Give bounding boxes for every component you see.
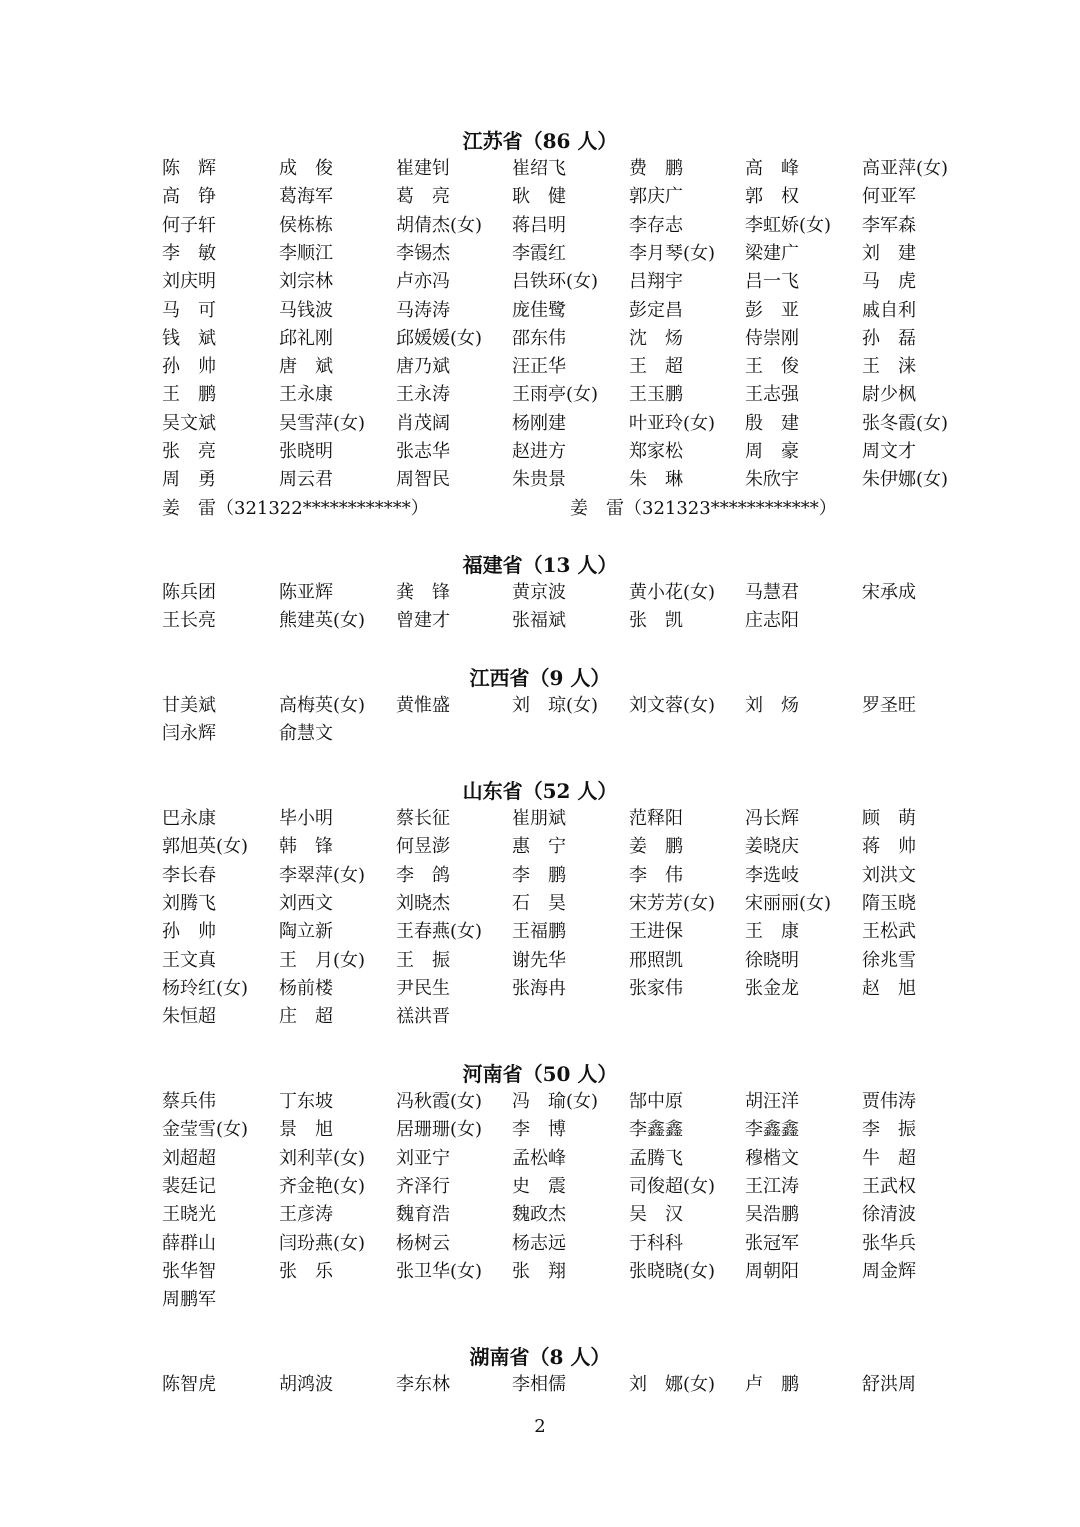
- person-name: 李 伟: [629, 864, 683, 886]
- person-name: 王玉鹏: [629, 384, 683, 406]
- person-name: 李军森: [862, 214, 916, 236]
- person-name: 冯长辉: [745, 808, 799, 829]
- person-name: 朱贵景: [512, 469, 566, 491]
- person-name: 宋承成: [862, 582, 916, 603]
- person-name: 陈兵团: [162, 582, 216, 603]
- person-name: 张晓晓(女): [629, 1260, 716, 1282]
- person-name: 朱 琳: [629, 469, 683, 491]
- person-name: 马 可: [162, 299, 216, 321]
- name-row-extra: [162, 495, 982, 523]
- person-name: 惠 宁: [512, 836, 566, 858]
- person-name: 李顺江: [279, 242, 333, 264]
- person-name: 侍崇刚: [745, 327, 799, 349]
- person-name: 王江涛: [745, 1175, 799, 1197]
- person-name: 李选岐: [745, 864, 799, 886]
- person-name: 葛海军: [279, 186, 333, 208]
- person-name: 李 博: [512, 1119, 566, 1141]
- person-name: 郜中原: [629, 1091, 683, 1112]
- person-name: 曾建才: [396, 610, 450, 632]
- person-name: 胡倩杰(女): [396, 214, 483, 236]
- person-name: 郭旭英(女): [162, 836, 249, 858]
- person-name: 徐兆雪: [862, 949, 916, 971]
- person-name: 张 乐: [279, 1260, 333, 1282]
- person-name: 刘利苹(女): [279, 1147, 366, 1169]
- person-name: 马钱波: [279, 299, 333, 321]
- person-name: 谢先华: [512, 949, 566, 971]
- person-name: 尉少枫: [862, 384, 916, 406]
- person-name: 刘超超: [162, 1147, 216, 1169]
- person-name: 杨玲红(女): [162, 977, 249, 999]
- person-name: 陶立新: [279, 921, 333, 943]
- page-number: 2: [534, 1416, 546, 1437]
- person-name: 卢 鹏: [745, 1374, 799, 1395]
- person-name: 裴廷记: [162, 1175, 216, 1197]
- person-name: 周鹏军: [162, 1289, 216, 1311]
- name-row: [162, 381, 982, 409]
- person-name: 戚自利: [862, 299, 916, 321]
- person-name: 刘宗林: [279, 271, 333, 293]
- name-row: [162, 720, 982, 748]
- person-name: 居珊珊(女): [396, 1119, 483, 1141]
- person-name: 刘庆明: [162, 271, 216, 293]
- person-name: 高梅英(女): [279, 695, 366, 716]
- person-name: 巴永康: [162, 808, 216, 829]
- person-name: 魏育浩: [396, 1204, 450, 1226]
- person-name: 王 俊: [745, 356, 799, 378]
- person-name: 魏政杰: [512, 1204, 566, 1226]
- person-name: 张 亮: [162, 441, 216, 462]
- name-row: [162, 1003, 982, 1031]
- province-title: 江西省（9 人）: [469, 666, 611, 690]
- person-name: 李 敏: [162, 242, 216, 264]
- person-name: 司俊超(女): [629, 1175, 716, 1197]
- person-name: 穆楷文: [745, 1147, 799, 1169]
- person-name: 姜 鹏: [629, 836, 683, 858]
- name-row: [162, 918, 982, 946]
- person-name: 甘美斌: [162, 695, 216, 716]
- person-name: 郑家松: [629, 441, 683, 462]
- person-name: 孟腾飞: [629, 1147, 683, 1169]
- person-name: 周云君: [279, 469, 333, 491]
- person-name: 王晓光: [162, 1204, 216, 1226]
- person-name: 舒洪周: [862, 1374, 916, 1395]
- person-name: 王 月(女): [279, 949, 366, 971]
- person-name: 俞慧文: [279, 723, 333, 745]
- person-name: 李鑫鑫: [629, 1119, 683, 1141]
- person-name: 崔建钊: [396, 158, 450, 179]
- person-name: 赵 旭: [862, 977, 916, 999]
- person-name: 王志强: [745, 384, 799, 406]
- person-name: 王武权: [862, 1175, 916, 1197]
- person-name: 马慧君: [745, 582, 799, 603]
- person-name: 肖茂阔: [396, 412, 450, 434]
- person-name: 李月琴(女): [629, 242, 716, 264]
- name-row: [162, 1145, 982, 1173]
- person-name: 张金龙: [745, 977, 799, 999]
- person-name: 景 旭: [279, 1119, 333, 1141]
- person-name: 李虹娇(女): [745, 214, 832, 236]
- name-row: [162, 268, 982, 296]
- person-name: 刘晓杰: [396, 892, 450, 914]
- person-name: 刘亚宁: [396, 1147, 450, 1169]
- person-name: 隋玉晓: [862, 892, 916, 914]
- person-name: 王 超: [629, 356, 683, 378]
- person-name: 贾伟涛: [862, 1091, 916, 1112]
- person-name: 卢亦冯: [396, 271, 450, 293]
- person-name: 毕小明: [279, 808, 333, 829]
- name-row: [162, 240, 982, 268]
- person-name: 庄志阳: [745, 610, 799, 632]
- person-name: 蒋 帅: [862, 836, 916, 858]
- person-name: 杨刚建: [512, 412, 566, 434]
- person-name: 龚 锋: [396, 582, 450, 603]
- name-row: [162, 1371, 982, 1399]
- person-name: 李东林: [396, 1374, 450, 1395]
- province-title: 福建省（13 人）: [462, 553, 618, 577]
- person-name: 崔朋斌: [512, 808, 566, 829]
- name-row: [162, 692, 982, 720]
- person-name: 罗圣旺: [862, 695, 916, 716]
- name-row: [162, 438, 982, 466]
- person-name: 朱欣宇: [745, 469, 799, 491]
- person-name: 王长亮: [162, 610, 216, 632]
- person-name: 刘 建: [862, 242, 916, 264]
- person-name: 刘洪文: [862, 864, 916, 886]
- person-name: 郭 权: [745, 186, 799, 208]
- person-name: 于科科: [629, 1232, 683, 1254]
- person-name: 张 凯: [629, 610, 683, 632]
- name-row: [162, 805, 982, 833]
- person-name: 何昱澎: [396, 836, 450, 858]
- person-name: 张华智: [162, 1260, 216, 1282]
- person-name: 徐清波: [862, 1204, 916, 1226]
- person-name: 王 振: [396, 949, 450, 971]
- person-name: 朱伊娜(女): [862, 469, 949, 491]
- person-name: 刘 娜(女): [629, 1374, 716, 1395]
- person-name: 吴雪萍(女): [279, 412, 366, 434]
- person-name: 蔡兵伟: [162, 1091, 216, 1112]
- person-name: 禚洪晋: [396, 1006, 450, 1028]
- person-name: 庄 超: [279, 1006, 333, 1028]
- person-name-with-id: 姜 雷（321322************）: [162, 497, 429, 519]
- person-name: 张晓明: [279, 441, 333, 462]
- person-name: 高亚萍(女): [862, 158, 949, 179]
- person-name: 赵进方: [512, 441, 566, 462]
- person-name: 黄惟盛: [396, 695, 450, 716]
- name-row: [162, 862, 982, 890]
- province-title: 湖南省（8 人）: [469, 1345, 611, 1369]
- person-name: 王 康: [745, 921, 799, 943]
- name-row: [162, 890, 982, 918]
- person-name: 陈 辉: [162, 158, 216, 179]
- person-name: 黄京波: [512, 582, 566, 603]
- person-name: 钱 斌: [162, 327, 216, 349]
- person-name: 彭 亚: [745, 299, 799, 321]
- person-name: 李存志: [629, 214, 683, 236]
- person-name: 周文才: [862, 441, 916, 462]
- person-name: 陈智虎: [162, 1374, 216, 1395]
- person-name: 孙 帅: [162, 921, 216, 943]
- person-name: 刘文蓉(女): [629, 695, 716, 716]
- name-row: [162, 975, 982, 1003]
- person-name: 孙 帅: [162, 356, 216, 378]
- person-name: 顾 萌: [862, 808, 916, 829]
- person-name: 吕铁环(女): [512, 271, 599, 293]
- name-row: [162, 325, 982, 353]
- person-name: 冯秋霞(女): [396, 1091, 483, 1112]
- person-name: 李 鸽: [396, 864, 450, 886]
- person-name: 薛群山: [162, 1232, 216, 1254]
- person-name: 张福斌: [512, 610, 566, 632]
- person-name: 牛 超: [862, 1147, 916, 1169]
- name-row: [162, 410, 982, 438]
- person-name: 姜晓庆: [745, 836, 799, 858]
- person-name-with-id: 姜 雷（321323************）: [570, 497, 837, 519]
- person-name: 周 豪: [745, 441, 799, 462]
- name-row: [162, 297, 982, 325]
- person-name: 彭定昌: [629, 299, 683, 321]
- person-name: 崔绍飞: [512, 158, 566, 179]
- name-row: [162, 155, 982, 183]
- person-name: 邵东伟: [512, 327, 566, 349]
- person-name: 王彦涛: [279, 1204, 333, 1226]
- person-name: 尹民生: [396, 977, 450, 999]
- name-row: [162, 353, 982, 381]
- person-name: 王春燕(女): [396, 921, 483, 943]
- person-name: 刘西文: [279, 892, 333, 914]
- person-name: 王永涛: [396, 384, 450, 406]
- person-name: 蔡长征: [396, 808, 450, 829]
- person-name: 王福鹏: [512, 921, 566, 943]
- person-name: 齐泽行: [396, 1175, 450, 1197]
- province-title: 江苏省（86 人）: [462, 129, 618, 153]
- person-name: 杨前楼: [279, 977, 333, 999]
- person-name: 邱媛媛(女): [396, 327, 483, 349]
- person-name: 梁建广: [745, 242, 799, 264]
- person-name: 徐晓明: [745, 949, 799, 971]
- person-name: 吕一飞: [745, 271, 799, 293]
- person-name: 胡汪洋: [745, 1091, 799, 1112]
- name-row: [162, 1173, 982, 1201]
- person-name: 李 振: [862, 1119, 916, 1141]
- person-name: 何亚军: [862, 186, 916, 208]
- name-row: [162, 607, 982, 635]
- person-name: 高 峰: [745, 158, 799, 179]
- person-name: 马 虎: [862, 271, 916, 293]
- person-name: 张冬霞(女): [862, 412, 949, 434]
- person-name: 李翠萍(女): [279, 864, 366, 886]
- person-name: 王 涞: [862, 356, 916, 378]
- name-row: [162, 212, 982, 240]
- person-name: 刘 琼(女): [512, 695, 599, 716]
- person-name: 胡鸿波: [279, 1374, 333, 1395]
- person-name: 周 勇: [162, 469, 216, 491]
- name-row: [162, 1201, 982, 1229]
- person-name: 张华兵: [862, 1232, 916, 1254]
- person-name: 杨树云: [396, 1232, 450, 1254]
- person-name: 吴浩鹏: [745, 1204, 799, 1226]
- person-name: 丁东坡: [279, 1091, 333, 1112]
- person-name: 齐金艳(女): [279, 1175, 366, 1197]
- person-name: 冯 瑜(女): [512, 1091, 599, 1112]
- person-name: 王进保: [629, 921, 683, 943]
- person-name: 王文真: [162, 949, 216, 971]
- person-name: 葛 亮: [396, 186, 450, 208]
- person-name: 唐 斌: [279, 356, 333, 378]
- person-name: 李 鹏: [512, 864, 566, 886]
- name-row: [162, 1088, 982, 1116]
- person-name: 黄小花(女): [629, 582, 716, 603]
- person-name: 汪正华: [512, 356, 566, 378]
- name-row: [162, 1286, 982, 1314]
- province-title: 山东省（52 人）: [462, 779, 618, 803]
- person-name: 李长春: [162, 864, 216, 886]
- person-name: 张海冉: [512, 977, 566, 999]
- person-name: 宋芳芳(女): [629, 892, 716, 914]
- person-name: 费 鹏: [629, 158, 683, 179]
- person-name: 石 昊: [512, 892, 566, 914]
- person-name: 张 翔: [512, 1260, 566, 1282]
- person-name: 邱礼刚: [279, 327, 333, 349]
- person-name: 殷 建: [745, 412, 799, 434]
- person-name: 李鑫鑫: [745, 1119, 799, 1141]
- name-row: [162, 947, 982, 975]
- person-name: 熊建英(女): [279, 610, 366, 632]
- person-name: 张志华: [396, 441, 450, 462]
- person-name: 王雨亭(女): [512, 384, 599, 406]
- person-name: 周智民: [396, 469, 450, 491]
- person-name: 唐乃斌: [396, 356, 450, 378]
- province-title: 河南省（50 人）: [462, 1062, 618, 1086]
- name-row: [162, 1230, 982, 1258]
- person-name: 刘腾飞: [162, 892, 216, 914]
- name-row: [162, 466, 982, 494]
- name-row: [162, 1116, 982, 1144]
- person-name: 朱恒超: [162, 1006, 216, 1028]
- person-name: 蒋吕明: [512, 214, 566, 236]
- person-name: 王永康: [279, 384, 333, 406]
- person-name: 郭庆广: [629, 186, 683, 208]
- person-name: 吴 汉: [629, 1204, 683, 1226]
- name-row: [162, 833, 982, 861]
- person-name: 马涛涛: [396, 299, 450, 321]
- person-name: 成 俊: [279, 158, 333, 179]
- person-name: 耿 健: [512, 186, 566, 208]
- person-name: 闫玢燕(女): [279, 1232, 366, 1254]
- person-name: 刘 炀: [745, 695, 799, 716]
- person-name: 范释阳: [629, 808, 683, 829]
- person-name: 张家伟: [629, 977, 683, 999]
- person-name: 邢照凯: [629, 949, 683, 971]
- person-name: 杨志远: [512, 1232, 566, 1254]
- person-name: 庞佳鹭: [512, 299, 566, 321]
- person-name: 叶亚玲(女): [629, 412, 716, 434]
- person-name: 张冠军: [745, 1232, 799, 1254]
- person-name: 孟松峰: [512, 1147, 566, 1169]
- person-name: 沈 炀: [629, 327, 683, 349]
- person-name: 何子轩: [162, 214, 216, 236]
- name-row: [162, 579, 982, 607]
- person-name: 韩 锋: [279, 836, 333, 858]
- person-name: 李锡杰: [396, 242, 450, 264]
- person-name: 闫永辉: [162, 723, 216, 745]
- person-name: 张卫华(女): [396, 1260, 483, 1282]
- person-name: 周朝阳: [745, 1260, 799, 1282]
- person-name: 吕翔宇: [629, 271, 683, 293]
- person-name: 侯栋栋: [279, 214, 333, 236]
- person-name: 孙 磊: [862, 327, 916, 349]
- name-row: [162, 1258, 982, 1286]
- person-name: 王松武: [862, 921, 916, 943]
- person-name: 周金辉: [862, 1260, 916, 1282]
- name-row: [162, 183, 982, 211]
- person-name: 宋丽丽(女): [745, 892, 832, 914]
- person-name: 李相儒: [512, 1374, 566, 1395]
- person-name: 吴文斌: [162, 412, 216, 434]
- person-name: 史 震: [512, 1175, 566, 1197]
- person-name: 陈亚辉: [279, 582, 333, 603]
- person-name: 金莹雪(女): [162, 1119, 249, 1141]
- person-name: 王 鹏: [162, 384, 216, 406]
- person-name: 高 铮: [162, 186, 216, 208]
- person-name: 李霞红: [512, 242, 566, 264]
